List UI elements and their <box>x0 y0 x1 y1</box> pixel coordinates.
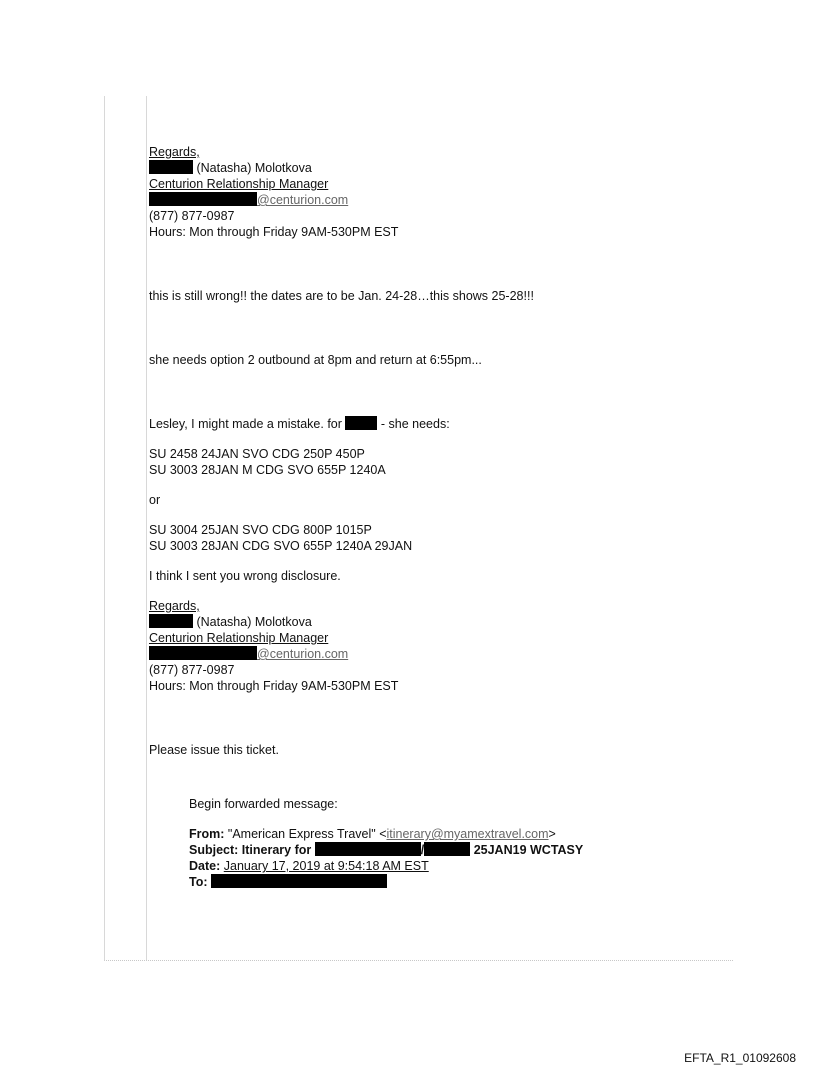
signature-phone: (877) 877-0987 <box>149 663 235 677</box>
forwarded-date: Date: January 17, 2019 at 9:54:18 AM EST <box>189 859 429 873</box>
flight-option-1 <box>149 446 719 478</box>
flight-line: SU 2458 24JAN SVO CDG 250P 450P <box>149 447 365 461</box>
signature-hours: Hours: Mon through Friday 9AM-530PM EST <box>149 225 399 239</box>
signature-block <box>149 598 719 694</box>
signature-email[interactable]: @centurion.com <box>149 646 719 662</box>
message-issue-ticket: Please issue this ticket. <box>149 743 279 757</box>
signature-regards: Regards, <box>149 145 200 159</box>
quote-rule <box>146 96 147 960</box>
signature-title: Centurion Relationship Manager <box>149 177 329 191</box>
flight-option-2 <box>149 522 719 554</box>
flight-line: SU 3004 25JAN SVO CDG 800P 1015P <box>149 523 372 537</box>
signature-block <box>149 144 719 240</box>
forwarded-from-email[interactable]: itinerary@myamextravel.com <box>386 827 549 841</box>
redaction <box>149 646 257 660</box>
signature-title: Centurion Relationship Manager <box>149 631 329 645</box>
redaction <box>149 614 193 628</box>
signature-phone: (877) 877-0987 <box>149 209 235 223</box>
signature-name: (Natasha) Molotkova <box>149 614 719 630</box>
redaction <box>345 416 377 430</box>
signature-regards: Regards, <box>149 599 200 613</box>
flight-line: SU 3003 28JAN M CDG SVO 655P 1240A <box>149 463 386 477</box>
forwarded-subject: Subject: Itinerary for / 25JAN19 WCTASY <box>189 843 584 857</box>
redaction <box>315 842 421 856</box>
message-disclosure: I think I sent you wrong disclosure. <box>149 569 341 583</box>
signature-name: (Natasha) Molotkova <box>149 160 719 176</box>
redaction <box>211 874 387 888</box>
redaction <box>424 842 470 856</box>
forwarded-to: To: <box>189 874 719 890</box>
forwarded-message <box>149 796 719 890</box>
forwarded-begin: Begin forwarded message: <box>189 797 338 811</box>
flight-line: SU 3003 28JAN CDG SVO 655P 1240A 29JAN <box>149 539 413 553</box>
or-text: or <box>149 493 161 507</box>
signature-hours: Hours: Mon through Friday 9AM-530PM EST <box>149 679 399 693</box>
redaction <box>149 160 193 174</box>
email-body <box>149 144 719 890</box>
redaction <box>149 192 257 206</box>
message-dates-wrong: this is still wrong!! the dates are to be Jan. 24-28…this shows 25-28!!! <box>149 289 534 303</box>
document-id: EFTA_R1_01092608 <box>684 1051 796 1065</box>
signature-email[interactable]: @centurion.com <box>149 192 719 208</box>
message-option-2: she needs option 2 outbound at 8pm and return at 6:55pm... <box>149 353 482 367</box>
message-lesley: Lesley, I might made a mistake. for - she needs: <box>149 417 450 431</box>
forwarded-from: From: "American Express Travel" <itinerary@myamextravel.com> <box>189 827 556 841</box>
